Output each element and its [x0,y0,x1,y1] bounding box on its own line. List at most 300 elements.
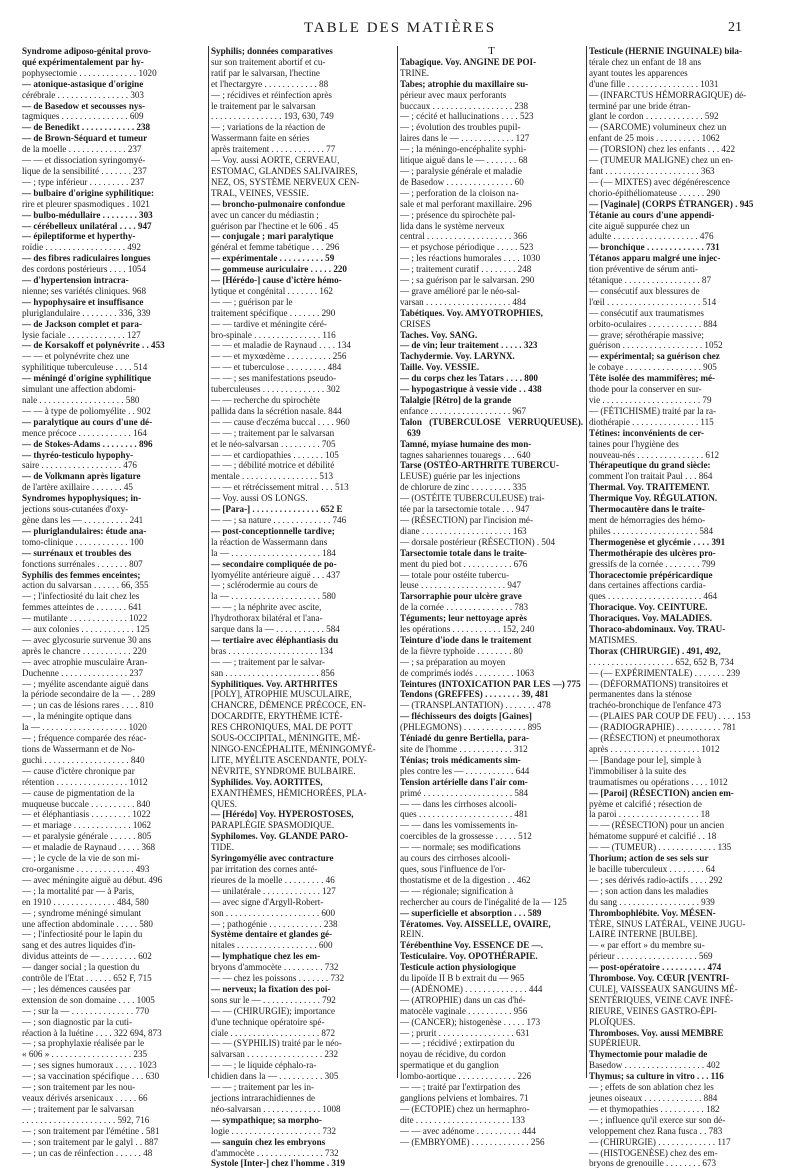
index-line: — — ; traité par l'extirpation des [400,1082,521,1093]
index-line: bryons d'ammocète . . . . . . . . . 732 [211,962,339,973]
index-line: — — ; traitement par les in- [211,1082,315,1093]
index-line: pyème et calcifié ; résection de [589,798,702,809]
index-line: la réaction de Wassermann dans [211,536,328,547]
index-entry-list [22,46,205,1158]
index-line: thostatisme et de la digestion . . 462 [400,874,531,885]
index-line: tétanique . . . . . . . . . . . . . . . . . 87 [589,275,711,286]
index-line: — sympathique; sa morpho- [211,1114,322,1125]
index-line: EXANTHÈMES, HÉMICHORÉES, PLA- [211,787,367,798]
index-line: Thorium; action de ses sels sur [589,853,709,864]
index-line: — ; sa guérison par le salvarsan. 290 [400,275,535,286]
index-line: — (— MIXTES) avec dégénérescence [589,176,730,187]
index-line: — et psychose périodique . . . . . 523 [400,242,534,253]
index-line: — [Paroi] (RÉSECTION) ancien em- [589,787,734,798]
index-line: — ; sa préparation au moyen [400,656,506,667]
index-line: tions de Wassermann et de No- [22,744,135,754]
index-line: — dorsale postérieur (RÉSECTION) . 504 [400,536,556,547]
index-line: Teintures (INTOXICATION PAR LES —) 775 [400,678,581,689]
index-line: — — ; sa nature . . . . . . . . . . . . . 746 [211,514,347,525]
index-line: — ; récidives et réinfection après [211,89,332,100]
index-line: Système dentaire et glandes gé- [211,929,333,940]
index-line: QUES. [211,798,238,809]
index-line: CULE], VAISSEAUX SANGUINS MÉ- [589,983,738,994]
index-line: SUPÉRIEUR. [589,1038,641,1049]
index-line: — — cause d'eczéma buccal . . . . 960 [211,416,350,427]
index-line: — ; un cas de lésions rares . . . . 810 [22,700,154,711]
index-line: guchi . . . . . . . . . . . . . . . . . . . 840 [22,754,145,765]
index-line: rétention . . . . . . . . . . . . . . . . 1012 [22,776,148,787]
index-line: chidien dans la — . . . . . . . . . . 305 [211,1071,339,1082]
index-line: — consécutif aux blessures de [589,285,700,296]
index-line: rieures de la moelle . . . . . . . . . 46 [211,874,335,885]
index-line: Talon (TUBERCULOSE VERRUQUEUSE). 639 [400,416,583,438]
index-line: glant le cordon . . . . . . . . . . . . . 592 [589,111,719,122]
index-line: de comprimés iodés . . . . . . . . . 1063 [400,667,535,678]
index-line: de la fièvre typhoïde . . . . . . . . 80 [400,645,523,656]
index-entry-list [589,46,772,1169]
index-line: — ; un cas de réinfection . . . . . . 48 [22,1147,153,1158]
index-line: — et éléphantiasis . . . . . . . . . 1022 [22,809,151,820]
index-line: Syphilis; données comparatives [211,46,333,56]
index-line: Systole [Inter-] chez l'homme . 319 [211,1158,346,1169]
index-line: cite aiguë suppurée chez un [589,220,690,231]
index-line: Ténias; trois médicaments sim- [400,754,521,765]
page-number: 21 [728,20,742,35]
index-line: syphilitique tuberculeuse . . . . 514 [22,362,148,373]
index-line: — ; les démences causées par [22,983,131,994]
index-line: — ; sa vaccination spécifique . . . 630 [22,1071,160,1082]
index-line: trachéo-bronchique de l'enfance 473 [589,700,722,711]
index-line: varsan . . . . . . . . . . . . . . . . . . . 484 [400,296,527,307]
index-line: traumatismes ou opérations . . . . 1012 [589,776,728,787]
index-line: — danger social ; la question du [22,962,140,973]
index-line: — (FÉTICHISME) traité par la ra- [589,405,717,416]
index-line: — ; évolution des troubles pupil- [400,122,521,133]
index-line: thode pour la conserver en sur- [589,384,702,395]
index-line: TRINE. [400,67,430,78]
index-line: diane . . . . . . . . . . . . . . . . . . . . 163 [400,525,527,536]
index-line: extension de son domaine . . . . 1005 [22,994,155,1005]
index-line: — (— EXPÉRIMENTALE) . . . . . . . 239 [589,667,741,678]
index-line: après le chancre . . . . . . . . . . . 220 [22,645,147,656]
index-line: Thermocautère dans le traite- [589,504,705,515]
index-line: — ; l'infectiosité pour le lapin du [22,929,143,940]
index-line: Téniadé du genre Bertiella, para- [400,733,529,744]
index-line: . . . . . . . . . . . . . . . . . . . . . 592, 716 [22,1114,150,1125]
index-line: — ; effets de son ablation chez les [589,1082,714,1093]
index-line: — expérimental; sa guérison chez [589,351,720,362]
index-line: ques . . . . . . . . . . . . . . . . . . . . . 481 [400,809,529,820]
index-line: — avec méningite aiguë au début. 496 [22,874,163,885]
index-line: vie . . . . . . . . . . . . . . . . . . . . . . 79 [589,395,712,405]
index-line: — Voy. aussi OS LONGS. [211,493,308,504]
index-line: ment de hémorragies des hémo- [589,514,706,525]
index-line: — ; paralysie générale et maladie [400,165,522,176]
index-line: LEUSE) guérie par les injections [400,471,521,482]
index-line: de chlorure de zinc . . . . . . . . . 335 [400,482,527,493]
index-line: Thoraciques. Voy. MALADIES. [589,613,713,624]
index-line: comment l'on traitait Paul . . . 864 [589,471,713,482]
index-line: — et maladie de Raynaud . . . . . 368 [22,842,156,853]
index-line: — ; son traitement par le galyl . . 887 [22,1136,159,1147]
index-line: avec un cancer du médiastin ; [211,209,319,220]
index-line: de l'artère axillaire . . . . . . . 45 [22,482,133,493]
index-line: — — avec adénome . . . . . . . . . . 444 [400,1125,536,1136]
index-line: la paroi . . . . . . . . . . . . . . . . . . 18 [589,809,710,820]
index-line: et le néo-salvarsan . . . . . . . . . 705 [211,438,336,449]
index-line: — ; la mortalité par — à Paris, [22,885,135,896]
index-line: — surrénaux et troubles des [22,547,132,558]
index-line: saire . . . . . . . . . . . . . . . . . . 476 [22,460,137,471]
index-line: — [Hérédo-] cause d'ictère hémo- [211,275,342,286]
index-line: sale et mal perforant maxillaire. 296 [400,198,532,209]
column-divider [208,46,209,1078]
index-line: — — à type de poliomyélite . . 902 [22,405,151,416]
index-line: — de vin; leur traitement . . . . . 323 [400,340,538,351]
index-line: Tarse (OSTÉO-ARTHRITE TUBERCU- [400,460,559,471]
index-line: PLOÏQUES. [589,1016,636,1027]
index-line: — cause de pigmentation de la [22,787,135,798]
index-line: TIDE. [211,842,234,853]
index-line: — (TUMEUR MALIGNE) chez un en- [589,155,734,166]
index-line: adulte . . . . . . . . . . . . . . . . . . . 476 [589,231,714,242]
index-line: CHANCRE, DÉMENCE PRÉCOCE, EN- [211,700,366,711]
index-line: — (ECTOPIE) chez un hermaphro- [400,1103,530,1114]
index-line: — — tardive et méningite céré- [211,318,327,329]
index-line: spermatique et du ganglion [400,1060,499,1071]
index-line: — ; sclérodermie au cours de [211,580,318,591]
index-line: — [Para-] . . . . . . . . . . . . . . . 652 E [211,504,343,515]
index-line: — de Volkmann après ligature [22,471,141,482]
index-line: dite . . . . . . . . . . . . . . . . . . . . . 133 [400,1114,526,1125]
index-line: . . . . . . . . . . . . . . . . . . . 652, 652 B, 734 [589,656,734,667]
index-line: Thorax (CHIRURGIE) . 491, 492, [589,645,721,656]
index-column-4 [589,46,772,1169]
column-divider [397,46,398,1078]
index-line: pophysectomie . . . . . . . . . . . . . 1020 [22,67,157,78]
index-line: — et mariage . . . . . . . . . . . . . 1062 [22,820,152,831]
index-line: buccaux . . . . . . . . . . . . . . . . . . 238 [400,100,529,111]
index-line: Tétanie au cours d'une appendi- [589,209,715,220]
index-line: — bulbaire d'origine syphilitique: [22,187,154,198]
index-line: Syringomyélie avec contracture [211,853,334,864]
index-line: Teinture d'iode dans le traitement [400,634,532,645]
index-line: — gommeuse auriculaire . . . . . 220 [211,264,347,275]
column-divider [586,46,587,1078]
index-line: néo-salvarsan . . . . . . . . . . . . . 1008 [211,1103,341,1114]
index-line: Syphilis des femmes enceintes; [22,569,141,580]
index-line: — ; la méningo-encéphalite syphi- [400,144,527,155]
index-line: Syndrome adiposo-génital provo- [22,46,152,56]
index-line: — — ; ses manifestations pseudo- [211,373,337,384]
index-line: — post-opératoire . . . . . . . . . . 474 [589,962,722,973]
index-line: Thrombophlébite. Voy. MÉSEN- [589,907,716,918]
index-line: — (EMBRYOME) . . . . . . . . . . . . . 256 [400,1136,545,1147]
index-line: la — . . . . . . . . . . . . . . . . . . . . 580 [211,591,336,602]
index-line: — avec glycosurie survenue 30 ans [22,634,152,645]
index-line: — ; traitement par le salvarsan [22,1103,134,1114]
index-line: Tarsorraphie pour ulcère grave [400,591,522,602]
index-line: du lipoïde II B b extrait du — 965 [400,973,525,984]
index-line: pluriglandulaire . . . . . . . . 336, 339 [22,307,151,318]
index-line: — — et maladie de Raynaud . . . . 134 [211,340,351,351]
index-line: après . . . . . . . . . . . . . . . . . . . . 1012 [589,744,720,754]
index-line: le bacille tuberculeux . . . . . . . . 64 [589,863,716,874]
index-line: périeur avec maux perforants [400,89,507,100]
index-line: central . . . . . . . . . . . . . . . . . . . 366 [400,231,528,242]
index-line: — avec signe d'Argyll-Robert- [211,896,324,907]
index-line: Thermothérapie des ulcères pro- [589,547,716,558]
index-line: — — (RÉSECTION) pour un ancien [589,820,725,831]
index-line: sang et des autres liquides d'in- [22,940,136,951]
index-line: Tabétiques. Voy. AMYOTROPHIES, [400,307,543,318]
index-column-2 [211,46,394,1169]
index-line: NEZ, OS, SYSTÈME NERVEUX CEN- [211,176,360,187]
index-line: la — . . . . . . . . . . . . . . . . . . . . 184 [211,547,336,558]
index-line: logie . . . . . . . . . . . . . . . . . . . . 732 [211,1125,337,1136]
index-line: Syphilitiques. Voy. ARTHRITES [211,678,338,689]
index-line: — et paralysie générale . . . . . . 805 [22,831,152,842]
index-line: en 1910 . . . . . . . . . . . . . . 484, 580 [22,896,149,907]
index-line: — — ; guérison par le [211,296,293,307]
index-line: — (CHIRURGIE) . . . . . . . . . . . . . 117 [589,1136,731,1147]
index-line: noyau de récidive, du cordon [400,1049,506,1060]
running-head [0,20,800,40]
index-line: — du corps chez les Tatars . . . . 800 [400,373,538,384]
index-line: de la cornée . . . . . . . . . . . . . . . 783 [400,602,529,613]
index-line: tagnes sahariennes touaregs . . . 640 [400,449,531,460]
index-entry-list [211,46,394,1169]
index-line: le traitement par le salvarsan [211,100,316,111]
index-line: — de Stokes-Adams . . . . . . . . 896 [22,438,153,449]
index-line: — totale pour ostéite tubercu- [400,569,510,580]
index-line: leuse . . . . . . . . . . . . . . . . . . . 947 [400,580,521,591]
index-line: — — et dissociation syringomyé- [22,155,146,166]
index-line: salvarsan . . . . . . . . . . . . . . . . . 232 [211,1049,339,1060]
index-line: — post-conceptionnelle tardive; [211,525,335,536]
index-line: Tératomes. Voy. AISSELLE, OVAIRE, [400,918,551,929]
index-line: Tarsectomie totale dans le traite- [400,547,527,558]
index-line: traitement spécifique . . . . . . . 290 [211,307,336,318]
index-line: et l'hectargyre . . . . . . . . . . . . 88 [211,78,329,89]
index-line: — broncho-pulmonaire confondue [211,198,346,209]
index-line: « 606 » . . . . . . . . . . . . . . . . . . 235 [22,1049,148,1060]
index-line: TRAL, VEINES, VESSIE. [211,187,309,198]
index-line: du sang . . . . . . . . . . . . . . . . . . 939 [589,896,715,907]
index-line: — ; influence qu'il exerce sur son dé- [589,1114,726,1125]
index-line: — « par effort » du membre su- [589,940,705,951]
index-line: réaction à la luétine . . . . 322 694, 873 [22,1027,162,1038]
index-line: térale chez un enfant de 18 ans [589,56,702,67]
index-line: coercibles de la grossesse . . . . . 512 [400,831,532,842]
index-line: — ; les réactions humorales . . . . 1030 [400,253,541,264]
index-line: — (OSTÉITE TUBERCULEUSE) trai- [400,493,545,504]
index-line: chorio-épithéliomateuse . . . . . . 290 [589,187,721,198]
index-line: jeunes oiseaux . . . . . . . . . . . . . 884 [589,1093,718,1103]
index-line: Thoraco-abdominaux. Voy. TRAU- [589,624,726,635]
index-line: — ; cécité et hallucinations . . . . 523 [400,111,534,122]
index-line: — ; son action dans les maladies [589,885,709,896]
index-line: Thérapeutique du grand siècle: [589,460,711,471]
index-line: — épileptiforme et hyperthy- [22,231,136,242]
index-line: — unilatérale . . . . . . . . . . . . . 127 [211,885,336,896]
index-line: — hypophysaire et insuffisance [22,296,144,307]
index-line: Testiculaire. Voy. OPOTHÉRAPIE. [400,951,538,962]
index-line: san . . . . . . . . . . . . . . . . . . . . . 856 [211,667,335,678]
index-line: — (TORSION) chez les enfants . . . 422 [589,144,736,155]
index-line: primé . . . . . . . . . . . . . . . . . . . . 584 [400,787,529,798]
index-line: — ; prurit . . . . . . . . . . . . . . . . . 631 [400,1027,530,1038]
index-line: simulant une affection abdomi- [22,384,136,395]
index-line: — ; traitement curatif . . . . . . . . 248 [400,264,532,275]
index-line: l'œil . . . . . . . . . . . . . . . . . . . . . 514 [589,296,717,307]
index-line: lombo-aortique . . . . . . . . . . . . . 226 [400,1071,532,1082]
index-line: — ; syndrome méningé simulant [22,907,142,918]
index-line: Thymus; sa culture in vitro . . . 116 [589,1071,724,1082]
index-line: — ; ses dérivés radio-actifs . . . . 292 [589,874,723,885]
index-line: d'une fille . . . . . . . . . . . . . . . . 1031 [589,78,719,89]
index-line: la — . . . . . . . . . . . . . . . . . . . 1020 [22,722,147,733]
index-line: — (RÉSECTION) et pneumothorax [589,733,721,744]
index-line: LITE, MYÉLITE ASCENDANTE, POLY- [211,754,367,765]
index-line: Tabes; atrophie du maxillaire su- [400,78,529,89]
index-line: — ; ses signes humoraux . . . . . 1023 [22,1060,157,1071]
index-columns [22,45,774,1169]
index-line: Thoracique. Voy. CEINTURE. [589,602,708,613]
index-line: tée par la tarsectomie totale . . . 947 [400,504,530,515]
index-line: laires dans le — . . . . . . . . . . . . 127 [400,133,530,144]
index-line: — d'hypertension intracra- [22,275,129,286]
index-line: litique aiguë dans le — . . . . . . . 68 [400,155,528,166]
index-line: — des fibres radiculaires longues [22,253,151,264]
index-line: cérébrale . . . . . . . . . . . . . . . . 303 [22,89,144,100]
index-line: matocèle vaginale . . . . . . . . . . 956 [400,1005,528,1016]
index-line: — — (TUMEUR) . . . . . . . . . . . . . 135 [589,842,732,853]
index-line: Tête isolée des mammifères; mé- [589,373,716,384]
index-line: — ; variations de la réaction de [211,122,326,133]
index-line: — — normale; ses modifications [400,842,521,853]
index-line: mentale . . . . . . . . . . . . . . . . . 513 [211,471,333,482]
index-line: gressifs de la cornée . . . . . . . . 799 [589,558,716,569]
index-line: Tension artérielle dans l'air com- [400,776,528,787]
index-line: Taille. Voy. VESSIE. [400,362,480,373]
index-line: — conjugale ; mari paralytique [211,231,334,242]
index-line: périeur . . . . . . . . . . . . . . . . . . 569 [589,951,713,962]
index-line: action du salvarsan . . . . . . 66, 355 [22,580,149,591]
index-line: Thermique Voy. RÉGULATION. [589,493,718,504]
index-line: Syndromes hypophysiques; in- [22,493,142,504]
index-line: roïdie . . . . . . . . . . . . . . . . . . 492 [22,242,141,253]
index-line: lytique et congénital . . . . . . . 162 [211,285,333,296]
index-line: ESTOMAC, GLANDES SALIVAIRES, [211,165,358,176]
index-line: — consécutif aux traumatismes [589,307,704,318]
index-line: pallida dans la sécrétion nasale. 844 [211,405,342,416]
index-line: — ; présence du spirochète pal- [400,209,516,220]
index-line: — ; fréquence comparée des réac- [22,733,147,744]
index-line: — cérébelleux unilatéral . . . . 947 [22,220,152,231]
index-line: nienne; ses variétés cliniques. 968 [22,285,146,296]
index-line: taines pour l'hygiène des [589,438,679,449]
index-line: — (ATROPHIE) dans un cas d'hé- [400,994,526,1005]
index-line: tion préventive de sérum anti- [589,264,699,275]
index-line: sarque dans la — . . . . . . . . . . . 584 [211,624,340,635]
index-line: — ; type inférieur . . . . . . . . . 237 [22,176,145,187]
index-line: Syphilomes. Voy. GLANDE PARO- [211,831,349,842]
index-line: sur son traitement abortif et cu- [211,56,326,67]
index-line: muqueuse buccale . . . . . . . . . . 840 [22,798,151,809]
index-line: — ; pathogénie . . . . . . . . . . . . 238 [211,918,338,929]
index-line: TÈRE, SINUS LATÉRAL, VEINE JUGU- [589,918,746,929]
index-line: — (TRANSPLANTATION) . . . . . . . 478 [400,700,551,711]
index-line: Térébenthine Voy. ESSENCE DE —. [400,940,544,951]
index-line: — de Basedow et secousses nys- [22,100,146,111]
index-line: — (RÉSECTION) par l'incision mé- [400,514,533,525]
index-line: Tachydermie. Voy. LARYNX. [400,351,515,362]
index-line: Tendons (GREFFES) . . . . . . . . 39, 481 [400,689,549,700]
running-title: TABLE DES MATIÈRES [303,20,497,36]
index-line: — de Korsakoff et polynévrite . . 453 [22,340,165,351]
index-line: tuberculeuses . . . . . . . . . . . . . . 302 [211,384,341,395]
index-line: Thrombose. Voy. CŒUR [VENTRI- [589,973,730,984]
index-line: de Basedow . . . . . . . . . . . . . . . 60 [400,176,524,187]
index-line: SENTÉRIQUES, VEINE CAVE INFÉ- [589,994,734,1005]
index-line: le cobaye . . . . . . . . . . . . . . . . . 905 [589,362,717,373]
index-line: Thromboses. Voy. aussi MEMBRE [589,1027,724,1038]
index-line: Syphilides. Voy. AORTITES, [211,776,323,787]
index-line: général et femme tabétique . . . 296 [211,242,340,253]
index-line: lysie faciale . . . . . . . . . . . . . 127 [22,329,141,340]
index-line: RES CHRONIQUES, MAL DE POTT [211,722,353,733]
index-line: les opérations . . . . . . . . . . . 152, 240 [400,624,535,635]
index-line: PARAPLÉGIE SPASMODIQUE. [211,820,335,831]
index-line: — paralytique au cours d'une dé- [22,416,153,427]
index-line: — mutilante . . . . . . . . . . . . . 1022 [22,613,148,624]
index-line: lyomyélite antérieure aiguë . . . 437 [211,569,341,580]
index-line: — — (CHIRURGIE); importance [211,1005,336,1016]
index-line: RIEURE, VEINES GASTRO-ÉPI- [589,1005,717,1016]
section-letter: T [488,45,495,57]
index-line: permanentes dans la sténose [589,689,692,700]
index-line: — pluriglandulaires: étude ana- [22,525,147,536]
index-line: — et thymopathies . . . . . . . . . . 182 [589,1103,720,1114]
index-line: la période secondaire de la — . . 289 [22,689,156,700]
index-entry-list [400,46,583,1148]
index-line: diothérapie . . . . . . . . . . . . . . . 115 [589,416,714,427]
index-line: fonctions surrénales . . . . . . . 807 [22,558,143,569]
index-line: — — ; le liquide céphalo-ra- [211,1060,317,1071]
index-line: lida dans le système nerveux [400,220,505,231]
index-line: orbito-oculaires . . . . . . . . . . . . 884 [589,318,718,329]
index-line: nouveau-nés . . . . . . . . . . . . . . . 612 [589,449,720,460]
index-line: — — dans les cirrhoses alcooli- [400,798,517,809]
index-line: — — chez les poissons . . . . . . . 732 [211,973,345,984]
index-line: — (CANCER); histogenèse . . . . . 173 [400,1016,541,1027]
index-line: contrôle de l'Etat . . . . . . 652 F, 715 [22,973,152,984]
index-line: qué expérimentalement par hy- [22,56,144,67]
index-line: MATISMES. [589,634,638,645]
index-line: DOCARDITE, ERYTHÈME ICTÉ- [211,711,343,722]
index-line: bras . . . . . . . . . . . . . . . . . . . . 134 [211,645,334,656]
index-line: — — (SYPHILIS) traité par le néo- [211,1038,342,1049]
index-line: — (DÉFORMATIONS) transitoires et [589,678,729,689]
index-line: guérison par l'hectine et le 606 . 45 [211,220,339,231]
index-line: ganglions pelviens et lombaires. 71 [400,1093,529,1103]
index-line: gène dans les — . . . . . . . . . . 241 [22,514,144,525]
index-line: — tertiaire avec éléphantiasis du [211,634,339,645]
index-line: Thermogenèse et glycémie . . . . 391 [589,536,726,547]
index-line: — — ; récidivé ; extirpation du [400,1038,515,1049]
index-line: enfance . . . . . . . . . . . . . . . . . . 967 [400,405,527,416]
